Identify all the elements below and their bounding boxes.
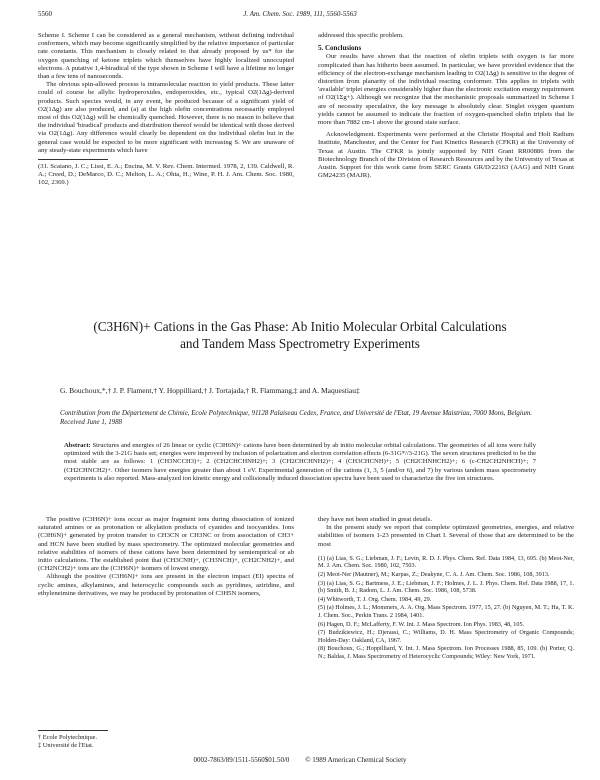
- acknowledgment-paragraph: Acknowledgment. Experiments were performed at the Christie Hospital and Holt Radium Institute, Manchester, and the Center for Fast Kinetics Research (CFKR) at the University of Texas at Austin. The CFKR is jointly supported by NIH Grant RR00886 from the Biotechnology Branch of the Division of Research Resources and by the University of Texas at Austin. Support for this work came from SERC Grants GR/D/22163 (AAG) and NIH Grant GM24235 (MAJR).: [318, 131, 574, 180]
- reference-item: (5) (a) Holmes, J. L.; Mommers, A. A. Org. Mass Spectrom. 1977, 15, 27. (b) Nguyen, M. T.; Ha, T. K. J. Chem. Soc., Perkin Trans. 2 1984, 1401.: [318, 604, 574, 619]
- footnote-item: † Ecole Polytechnique.: [38, 734, 98, 741]
- body-paragraph: they have not been studied in great details.: [318, 516, 433, 523]
- abstract-text: Structures and energies of 26 linear or cyclic (C3H6N)+ cations have been determined by ab initio molecular orbital calculations. The geometries of all ions were fully optimized with the 3-21G basis set; energies were improved by inclusion of polarization and electron correlation effects (6-31G*//3-21G). The seven structures predicted to be the most stable are as follows: 1 (CH3NCCH3)+; 2 (CH2CHCHNH2)+; 3 (CH2CHCHNH2)+; 4 (CH3CHCNH)+; 5 (CH2CHNHCH2)+; 6 (c-CH2CH2NHCH)+; 7 (CH2CHNCH2)+. Other isomers have energies greater than about 1 eV. Experimental generation of the cations (1, 3, 5 (and/or 6), and 7) by various tandem mass spectrometry experiments is also reported. Mass-analyzed ion kinetic energy and collisionally induced dissociation spectra have been used to characterize the five ion structures.: [64, 442, 536, 482]
- abstract: [64, 442, 536, 483]
- article-title: [0, 318, 600, 352]
- abstract-label: Abstract:: [64, 442, 91, 449]
- reference-item: (6) Hagen, D. F.; McLafferty, F. W. Int. J. Mass Spectrom. Ion Phys. 1983, 48, 105.: [318, 620, 525, 628]
- body-paragraph: Although the positive (C3H6N)+ ions are present in the electron impact (EI) spectra of cyclic amines, alkylamines, and heterocyclic compounds such as pyridines, aziridine, and ethyleneimine derivatives, we may be produced by protonation of C3H5N isomers,: [38, 573, 294, 597]
- author-list: G. Bouchoux,*,† J. P. Flament,† Y. Hoppilliard,† J. Tortajada,† R. Flammang,‡ and A. Maquestiau‡: [60, 386, 360, 395]
- top-right-column: [318, 32, 574, 180]
- reference-item: (7) Budzikiewicz, H.; Djerassi, C.; Williams, D. H. Mass Spectrometry of Organic Compounds; Holden-Day: Oakland, CA, 1967.: [318, 629, 574, 644]
- footnote-reference: (31. Scaiano, J. C.; Lissi, E. A.; Encina, M. V. Rev. Chem. Intermed. 1978, 2, 139. Caldwell, R. A.; Creed, D.; DeMarco, D. C.; Melton, L. A.; Ohta, H.; Wine, P. H. J. Am. Chem. Soc. 1980, 102, 2369.): [38, 163, 294, 187]
- page-number: 5560: [38, 10, 52, 18]
- body-paragraph: addressed this specific problem.: [318, 32, 404, 39]
- body-paragraph: The obvious spin-allowed process is intramolecular reaction to yield products. These latter could of course be allylic hydroperoxides, endoperoxides, etc., typical O2(1Δg)-derived products. Such species would, in any event, be produced because of a significant yield of O2(1Δg) are also produced, and (a) at the high olefin concentrations necessarily employed most of this O2(1Δg) will be chemically quenched. However, there is no reason to believe that the individual 'biradical' products and distribution thereof would be identical with those derived via O2(1Δg). Any difference would clearly be dependent on the individual olefin but in the general case would be expected to be more significant with increasing S. We are unaware of any steady-state experiments which have: [38, 81, 294, 154]
- affiliation: Contribution from the Département de Chimie, Ecole Polytechnique, 91128 Palaiseau Cedex, France, and Université de l'Etat, 19 Avenue Maistriau, 7000 Mons, Belgium. Received June 1, 1988: [60, 410, 532, 426]
- reference-item: (1) (a) Lias, S. G.; Liebman, J. F.; Levin, R. D. J. Phys. Chem. Ref. Data 1984, 13, 695. (b) Meot-Ner, M. J. Am. Chem. Soc. 1980, 102, 7503.: [318, 554, 574, 570]
- body-paragraph: Scheme I. Scheme I can be considered as a general mechanism, without defining individual conformers, which may become significantly simplified by the relative importance of particular rate constants. This mechanism is closely related to that already proposed by us* for the oxygen quenching of ketone triplets which themselves have highly localized unoccupied electrons. A putative 1,4-biradical of the type shown in Scheme I will have a lifetime no longer than a few tens of nanoseconds.: [38, 32, 294, 81]
- top-left-column: [38, 32, 294, 188]
- reference-item: (2) Meot-Ner (Mautner), M.; Karpas, Z.; Deakyne, C. A. J. Am. Chem. Soc. 1986, 108, 3913.: [318, 571, 550, 578]
- reference-item: (3) (a) Lias, S. G.; Bartmess, J. E.; Liebman, J. F.; Holmes, J. L. J. Phys. Chem. Ref. Data 1988, 17, 1. (b) Smith, B. J.; Radom, L. J. Am. Chem. Soc. 1986, 108, 5738.: [318, 579, 574, 595]
- article-title-text: (C3H6N)+ Cations in the Gas Phase: Ab Initio Molecular Orbital Calculations and Tandem Mass Spectrometry Experiments: [93, 319, 507, 351]
- footnote-item: ‡ Université de l'Etat.: [38, 742, 94, 749]
- bottom-left-column: [38, 516, 294, 598]
- journal-citation: J. Am. Chem. Soc. 1989, 111, 5560-5563: [243, 10, 357, 18]
- reference-item: (4) Whitworth, T. J. Org. Chem. 1984, 49, 29.: [318, 595, 432, 603]
- bottom-right-column: [318, 516, 574, 662]
- copyright: © 1989 American Chemical Society: [305, 756, 407, 764]
- section-title: 5. Conclusions: [318, 44, 362, 53]
- body-paragraph: The positive (C3H6N)+ ions occur as major fragment ions during dissociation of ionized saturated amines or as protonation or alkylation products of cyanides and isocyanides. Ions (C3H6N)+ generated by proton transfer to CH3CN or CH3NC or from association of CH3+ and HCN have been studied by mass spectrometry. The optimized molecular geometries and relative stabilities of isomers of these cations have been determined by semiempirical or ab initio calculations. The established point that (CH3CNH)+, (CH3NCH)+, (CH2CNH2)+, and (CH2NCH2)+ ions are the (C3H6N)+ isomers of lowest energy.: [38, 516, 294, 573]
- reference-list: [318, 555, 574, 661]
- page-header: [38, 10, 562, 20]
- reference-item: (8) Bouchoux, G.; Hoppilliard, Y. Int. J. Mass Spectrom. Ion Processes 1988, 85, 109. (b) Porter, Q. N.; Baldas, J. Mass Spectrometry of Heterocyclic Compounds; Wiley: New York, 1971.: [318, 645, 574, 660]
- footnote-rule: [38, 730, 108, 731]
- affiliation-footnotes: [38, 726, 294, 750]
- page-footer: [38, 756, 562, 764]
- body-paragraph: In the present study we report that complete optimized geometries, energies, and relative stabilities of isomers 1-23 presented in Chart I. Several of those that are determined to be the most: [318, 524, 574, 548]
- article-code: 0002-7863/89/1511-5560$01.50/0: [193, 756, 290, 764]
- footnote-rule: [38, 159, 108, 160]
- conclusions-paragraph: Our results have shown that the reaction of olefin triplets with oxygen is far more complicated than has hitherto been assumed. In particular, we have provided evidence that the efficiency of the electron-exchange mechanism leading to O2(1Δg) is sensitive to the degree of distortion from planarity of the individual reacting conformer. This applies to triplets with 'available' triplet energies considerably higher than the electronic excitation energy requirement of O2(1Σg+). Although we recognize that the mechanistic proposals summarized in Scheme I are of necessity speculative, the key message is absolutely clear. Singlet oxygen quantum yields cannot be assumed to indicate the fraction of oxygen-quenched olefin triplets that lie more than 7882 cm-1 above the ground state surface.: [318, 53, 574, 127]
